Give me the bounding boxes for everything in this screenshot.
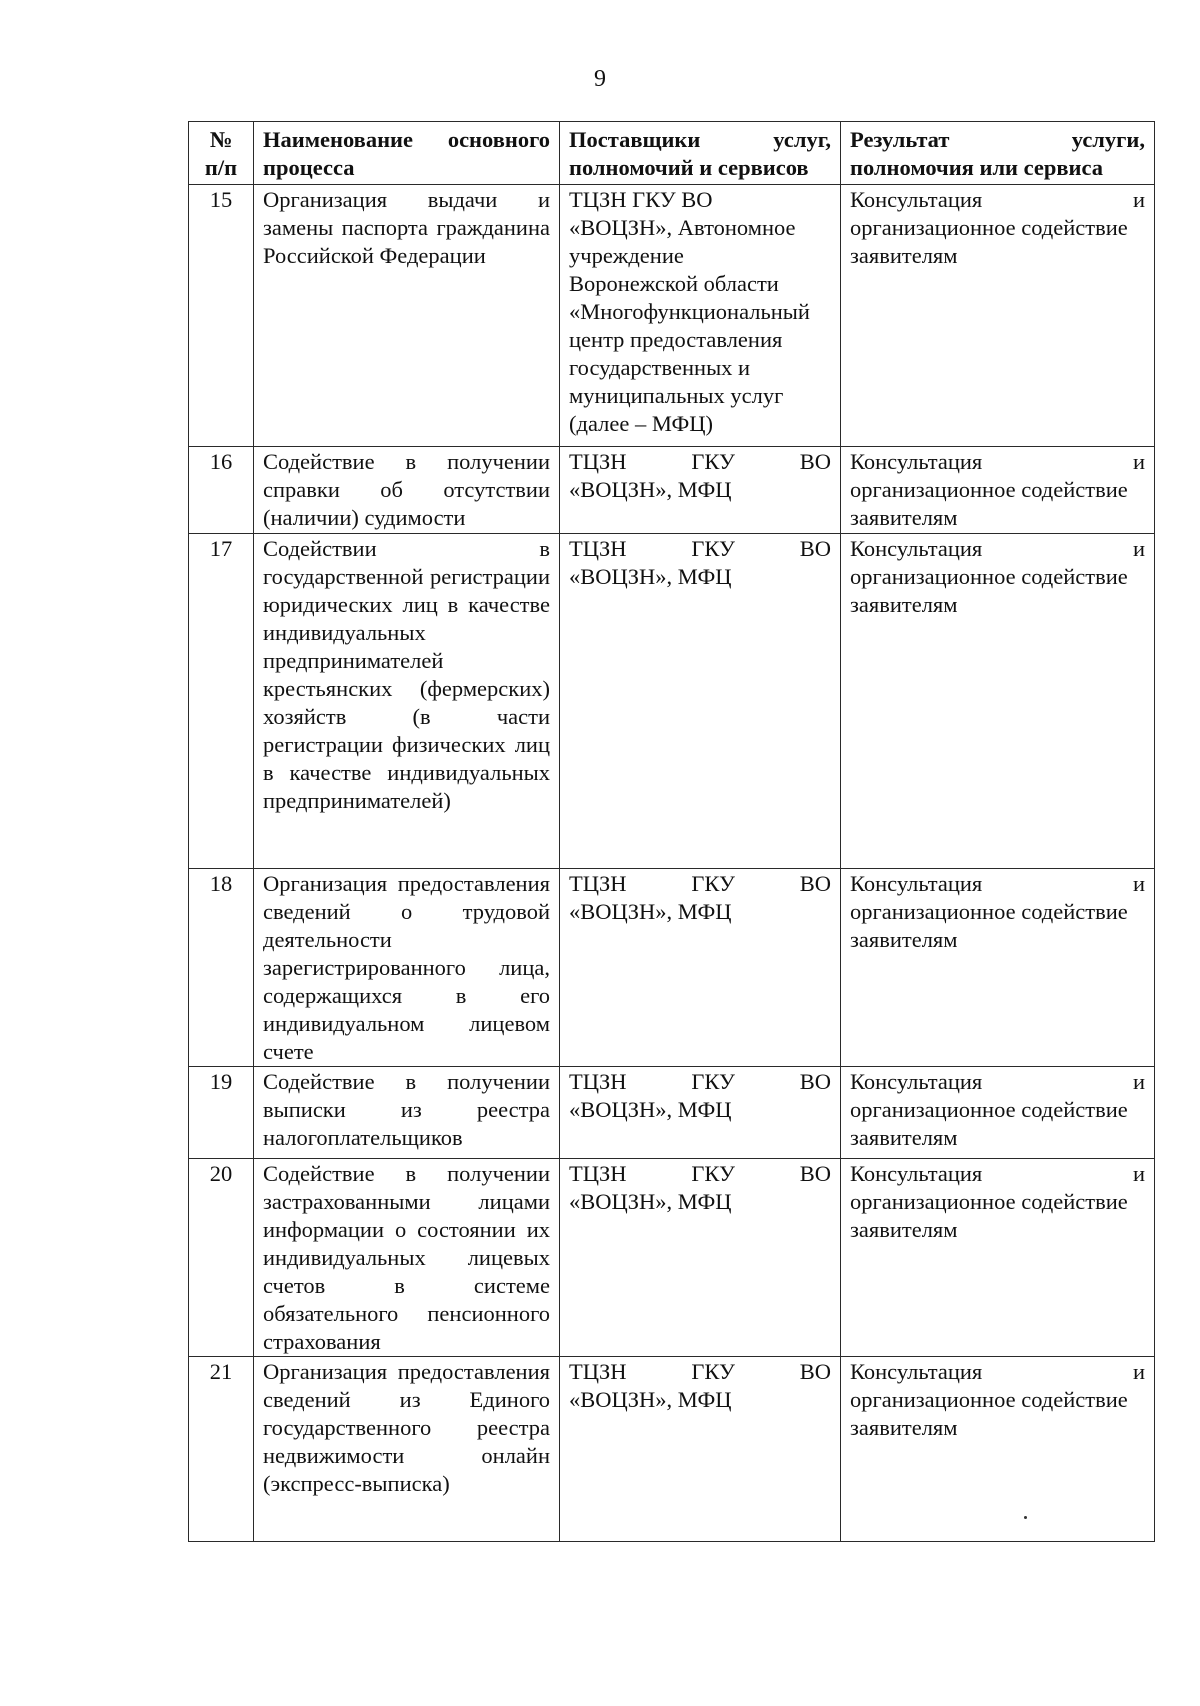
providers-word: ВО: [799, 449, 831, 474]
result-first-word: Консультация: [850, 536, 983, 561]
process-name: Содействие в получении застрахованными лицами информации о состоянии их индивидуальных лицевых счетов в системе обязательного пенсионного страхования: [254, 1159, 560, 1357]
result-conjunction: и: [1132, 871, 1145, 896]
providers-word: ВО: [799, 536, 831, 561]
result-rest: организационное содействие заявителям: [850, 477, 1128, 530]
result-first-word: Консультация: [850, 871, 983, 896]
result-first-word: Консультация: [850, 1161, 983, 1186]
process-name: Содействие в получении справки об отсутствии (наличии) судимости: [254, 447, 560, 534]
scan-speck: [1024, 1516, 1027, 1519]
process-name: Организация выдачи и замены паспорта гражданина Российской Федерации: [254, 185, 560, 447]
process-name: Организация предоставления сведений о трудовой деятельности зарегистрированного лица, содержащихся в его индивидуальном лицевом счете: [254, 869, 560, 1067]
providers: [560, 534, 841, 869]
providers-rest: «ВОЦЗН», МФЦ: [569, 477, 732, 502]
result-rest: организационное содействие заявителям: [850, 1387, 1128, 1440]
row-number: 21: [189, 1357, 254, 1542]
header-number-line2: п/п: [204, 155, 238, 180]
providers-word: ГКУ: [691, 449, 735, 474]
providers-word: ТЦЗН: [569, 871, 627, 896]
providers-word: ГКУ: [691, 536, 735, 561]
table-header-row: [189, 122, 1155, 185]
providers-rest: «ВОЦЗН», МФЦ: [569, 1097, 732, 1122]
result-first-word: Консультация: [850, 449, 983, 474]
row-number: 18: [189, 869, 254, 1067]
result: [841, 869, 1155, 1067]
providers: [560, 447, 841, 534]
providers-word: ГКУ: [691, 1161, 735, 1186]
header-number: [189, 122, 254, 185]
table-row: [189, 869, 1155, 1067]
result-conjunction: и: [1132, 536, 1145, 561]
header-providers: Поставщики услуг, полномочий и сервисов: [560, 122, 841, 185]
providers-word: ТЦЗН: [569, 536, 627, 561]
row-number: 17: [189, 534, 254, 869]
providers: [560, 869, 841, 1067]
providers-line: (далее – МФЦ): [569, 411, 714, 436]
result-conjunction: и: [1132, 1069, 1145, 1094]
result-first-word: Консультация: [850, 187, 983, 212]
providers-word: ВО: [799, 1359, 831, 1384]
row-number: 20: [189, 1159, 254, 1357]
providers-line: ТЦЗН ГКУ ВО: [569, 187, 713, 212]
providers-rest: «ВОЦЗН», МФЦ: [569, 564, 732, 589]
row-number: 19: [189, 1067, 254, 1159]
result-rest: организационное содействие заявителям: [850, 564, 1128, 617]
result: [841, 447, 1155, 534]
table-row: [189, 447, 1155, 534]
table-row: [189, 1067, 1155, 1159]
table-row: [189, 185, 1155, 447]
result: [841, 534, 1155, 869]
table-row: [189, 1159, 1155, 1357]
result-rest: организационное содействие заявителям: [850, 215, 1128, 268]
row-number: 15: [189, 185, 254, 447]
providers-word: ТЦЗН: [569, 1359, 627, 1384]
providers-line: «Многофункциональный: [569, 299, 810, 324]
result: [841, 1159, 1155, 1357]
header-result: Результат услуги, полномочия или сервиса: [841, 122, 1155, 185]
providers-line: Воронежской области: [569, 271, 779, 296]
providers: [560, 1357, 841, 1542]
providers: [560, 1159, 841, 1357]
row-number: 16: [189, 447, 254, 534]
providers-word: ВО: [799, 1161, 831, 1186]
providers-rest: «ВОЦЗН», МФЦ: [569, 1189, 732, 1214]
providers-word: ВО: [799, 1069, 831, 1094]
result-rest: организационное содействие заявителям: [850, 1189, 1128, 1242]
page-number: 9: [594, 66, 606, 92]
providers-word: ТЦЗН: [569, 1161, 627, 1186]
providers-word: ГКУ: [691, 871, 735, 896]
header-process-name: Наименование основного процесса: [254, 122, 560, 185]
table-row: [189, 534, 1155, 869]
services-table: [188, 121, 1155, 1542]
providers-rest: «ВОЦЗН», МФЦ: [569, 899, 732, 924]
providers-word: ТЦЗН: [569, 449, 627, 474]
result: [841, 1357, 1155, 1542]
process-name: Содействии в государственной регистрации юридических лиц в качестве индивидуальных предпринимателей крестьянских (фермерских) хозяйств (в части регистрации физических лиц в качестве индивидуальных предпринимателей): [254, 534, 560, 869]
providers-line: центр предоставления: [569, 327, 783, 352]
process-name: Содействие в получении выписки из реестра налогоплательщиков: [254, 1067, 560, 1159]
providers-word: ВО: [799, 871, 831, 896]
providers-line: учреждение: [569, 243, 684, 268]
table-row: [189, 1357, 1155, 1542]
providers-line: «ВОЦЗН», Автономное: [569, 215, 796, 240]
result: [841, 1067, 1155, 1159]
result-rest: организационное содействие заявителям: [850, 1097, 1128, 1150]
result-first-word: Консультация: [850, 1069, 983, 1094]
process-name: Организация предоставления сведений из Единого государственного реестра недвижимости онлайн (экспресс-выписка): [254, 1357, 560, 1542]
providers-rest: «ВОЦЗН», МФЦ: [569, 1387, 732, 1412]
result-conjunction: и: [1132, 187, 1145, 212]
providers-word: ГКУ: [691, 1069, 735, 1094]
result-conjunction: и: [1132, 1161, 1145, 1186]
result: [841, 185, 1155, 447]
result-rest: организационное содействие заявителям: [850, 899, 1128, 952]
result-conjunction: и: [1132, 449, 1145, 474]
header-number-line1: №: [209, 127, 233, 152]
providers-word: ГКУ: [691, 1359, 735, 1384]
providers-line: муниципальных услуг: [569, 383, 784, 408]
providers: [560, 185, 841, 447]
providers-line: государственных и: [569, 355, 751, 380]
providers-word: ТЦЗН: [569, 1069, 627, 1094]
result-conjunction: и: [1132, 1359, 1145, 1384]
result-first-word: Консультация: [850, 1359, 983, 1384]
providers: [560, 1067, 841, 1159]
